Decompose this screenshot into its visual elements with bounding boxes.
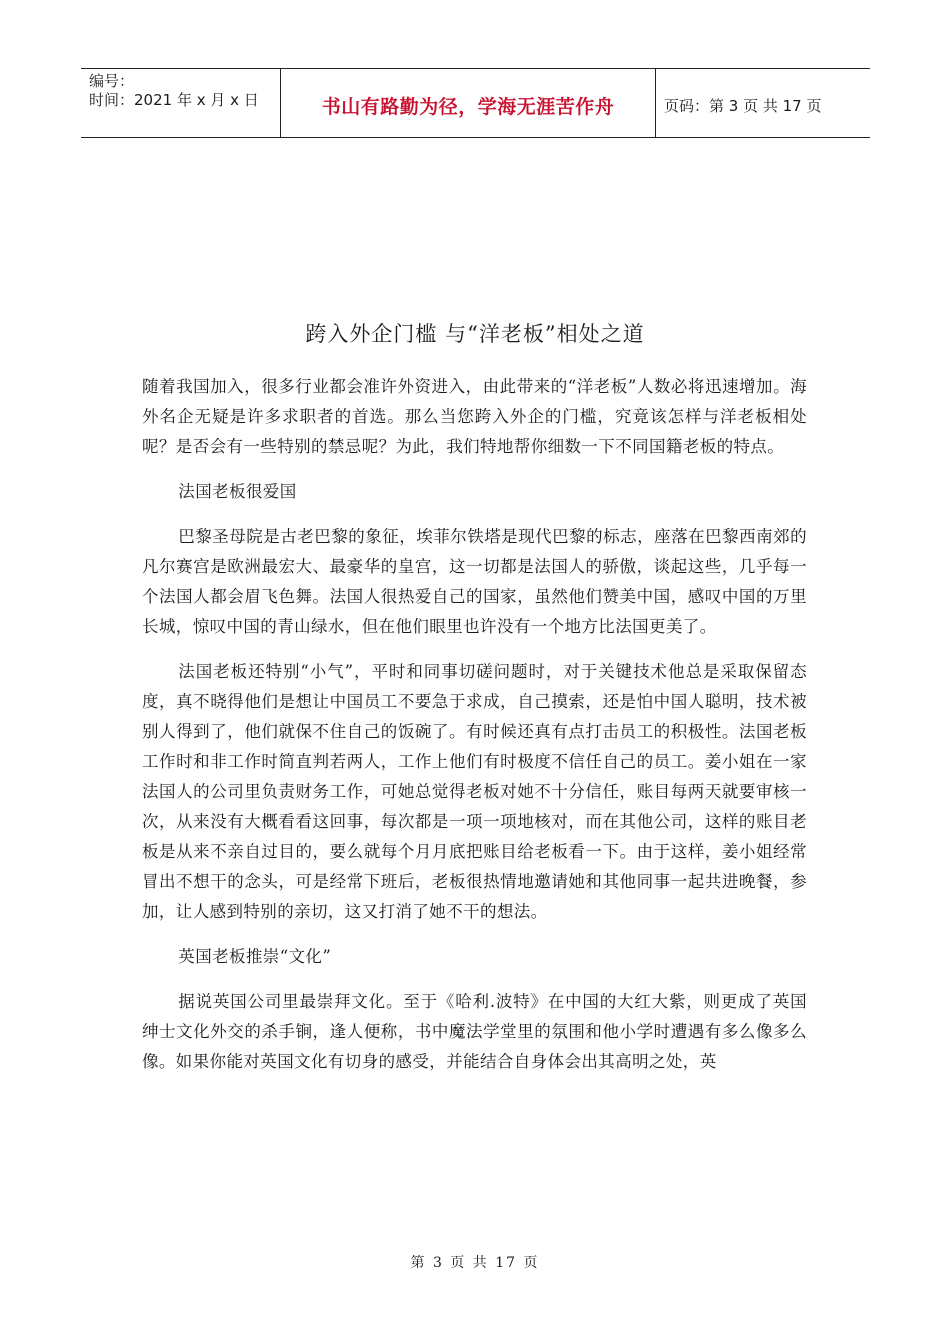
document-date-label: 时间：2021 年 x 月 x 日: [89, 91, 259, 109]
document-number-label: 编号：: [89, 72, 135, 90]
header-page-info: 页码：第 3 页 共 17 页: [664, 96, 822, 115]
page-footer: 第 3 页 共 17 页: [410, 1255, 540, 1271]
section-heading-britain: 英国老板推崇“文化”: [178, 947, 332, 966]
article-title: 跨入外企门槛 与“洋老板”相处之道: [305, 322, 645, 346]
header-motto: 书山有路勤为径，学海无涯苦作舟: [321, 95, 615, 118]
intro-paragraph: 随着我国加入，很多行业都会准许外资进入，由此带来的“洋老板”人数必将迅速增加。海外名企无疑是许多求职者的首选。那么当您跨入外企的门槛，究竟该怎样与洋老板相处呢？是否会有一些特别的禁忌呢？为此，我们特地帮你细数一下不同国籍老板的特点。: [142, 377, 807, 456]
header-page-cell: [656, 69, 870, 137]
header-motto-cell: [281, 69, 656, 137]
section-heading-france: 法国老板很爱国: [178, 482, 297, 501]
body-paragraph: 巴黎圣母院是古老巴黎的象征，埃菲尔铁塔是现代巴黎的标志，座落在巴黎西南郊的凡尔赛宫是欧洲最宏大、最豪华的皇宫，这一切都是法国人的骄傲，谈起这些，几乎每一个法国人都会眉飞色舞。法国人很热爱自己的国家，虽然他们赞美中国，感叹中国的万里长城，惊叹中国的青山绿水，但在他们眼里也许没有一个地方比法国更美了。: [142, 527, 807, 636]
body-paragraph: 法国老板还特别“小气”，平时和同事切磋问题时，对于关键技术他总是采取保留态度，真不晓得他们是想让中国员工不要急于求成，自己摸索，还是怕中国人聪明，技术被别人得到了，他们就保不住自己的饭碗了。有时候还真有点打击员工的积极性。法国老板工作时和非工作时简直判若两人，工作上他们有时极度不信任自己的员工。姜小姐在一家法国人的公司里负责财务工作，可她总觉得老板对她不十分信任，账目每两天就要审核一次，从来没有大概看看这回事，每次都是一项一项地核对，而在其他公司，这样的账目老板是从来不亲自过目的，要么就每个月月底把账目给老板看一下。由于这样，姜小姐经常冒出不想干的念头，可是经常下班后，老板很热情地邀请她和其他同事一起共进晚餐，参加，让人感到特别的亲切，这又打消了她不干的想法。: [142, 662, 807, 921]
header-table: [81, 68, 870, 138]
article-body: [142, 372, 807, 1092]
body-paragraph: 据说英国公司里最崇拜文化。至于《哈利.波特》在中国的大红大紫，则更成了英国绅士文化外交的杀手锏，逢人便称，书中魔法学堂里的氛围和他小学时遭遇有多么像多么像。如果你能对英国文化有切身的感受，并能结合自身体会出其高明之处，英: [142, 992, 807, 1071]
header-meta-cell: [81, 69, 281, 137]
